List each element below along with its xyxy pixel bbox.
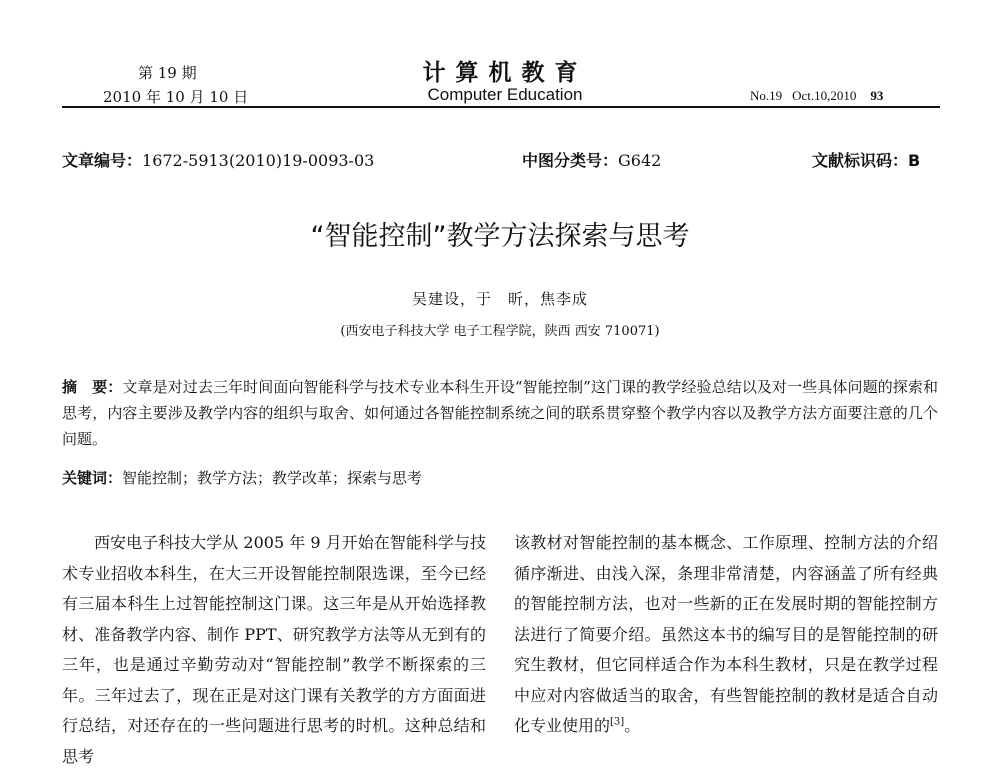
journal-title: 计算机教育 <box>422 59 588 86</box>
abstract-label: 摘 要： <box>62 378 123 396</box>
affiliation: (西安电子科技大学 电子工程学院，陕西 西安 710071) <box>340 324 660 339</box>
keywords <box>62 465 938 491</box>
document-code <box>812 148 920 171</box>
keywords-label: 关键词： <box>62 469 123 487</box>
authors: 吴建设，于 昕，焦李成 <box>411 290 588 308</box>
citation-ref: [3] <box>610 716 625 728</box>
article-number <box>62 148 374 171</box>
abstract <box>62 374 938 452</box>
article-number-label: 文章编号： <box>62 151 143 170</box>
header-divider <box>62 106 940 108</box>
header-issue-info <box>750 88 893 104</box>
page-number: 93 <box>870 88 884 103</box>
issue-date: Oct.10,2010 <box>792 88 857 103</box>
issue-number: No.19 <box>750 88 783 103</box>
clc-value: G642 <box>618 151 662 170</box>
abstract-text: 文章是对过去三年时间面向智能科学与技术专业本科生开设“智能控制”这门课的教学经验总结以及对一些具体问题的探索和思考，内容主要涉及教学内容的组织与取舍、如何通过各智能控制系统之间的联系贯穿整个教学内容以及教学方法方面要注意的几个问题。 <box>62 378 938 448</box>
journal-title-en: Computer Education <box>427 85 583 104</box>
paper-title: “智能控制”教学方法探索与思考 <box>310 221 690 252</box>
document-code-value: B <box>908 151 921 170</box>
body-right-text: 该教材对智能控制的基本概念、工作原理、控制方法的介绍循序渐进、由浅入深，条理非常清楚，内容涵盖了所有经典的智能控制方法，也对一些新的正在发展时期的智能控制方法进行了简要介绍。虽然这本书的编写目的是智能控制的研究生教材，但它同样适合作为本科生教材，只是在教学过程中应对内容做适当的取舍，有些智能控制的教材是适合自动化专业使用的 <box>514 533 938 735</box>
body-left-column: 西安电子科技大学从 2005 年 9 月开始在智能科学与技术专业招收本科生，在大三开设智能控制限选课，至今已经有三届本科生上过智能控制这门课。这三年是从开始选择教材、准备教学内容、制作 PPT、研究教学方法等从无到有的三年，也是通过辛勤劳动对“智能控制”教学不断探索的三年。三年过去了，现在正是对这门课有关教学的方方面面进行总结，对还存在的一些问题进行思考的时机。这种总结和思考 <box>62 533 486 766</box>
header-date: 2010 年 10 月 10 日 <box>103 88 249 106</box>
body-right-end: 。 <box>624 716 641 735</box>
body-right-column <box>514 528 938 742</box>
clc-label: 中图分类号： <box>522 151 619 170</box>
article-number-value: 1672-5913(2010)19-0093-03 <box>142 151 375 170</box>
clc-number <box>522 148 661 171</box>
document-code-label: 文献标识码： <box>812 151 909 170</box>
header-issue: 第 19 期 <box>138 64 197 82</box>
keywords-text: 智能控制；教学方法；教学改革；探索与思考 <box>122 469 423 487</box>
